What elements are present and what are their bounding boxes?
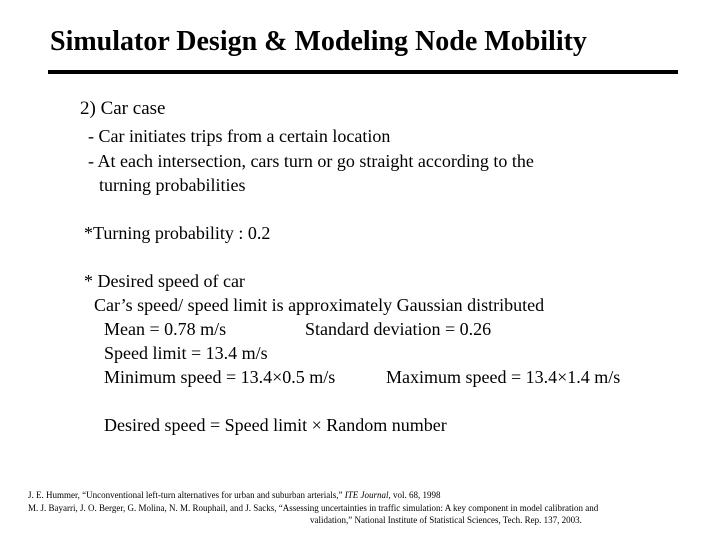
speed-distribution: Car’s speed/ speed limit is approximately Gaussian distributed bbox=[94, 295, 545, 315]
title-divider bbox=[48, 70, 678, 74]
reference-2: M. J. Bayarri, J. O. Berger, G. Molina, N. M. Rouphail, and J. Sacks, “Assessing uncertainties in traffic simulation: A key component in model calibration and bbox=[28, 503, 599, 513]
reference-2-cont: validation,” National Institute of Statistical Sciences, Tech. Rep. 137, 2003. bbox=[310, 515, 582, 525]
speed-mean: Mean = 0.78 m/s bbox=[104, 319, 227, 339]
reference-1-details: , vol. 68, 1998 bbox=[388, 490, 441, 500]
bullet-intersection-cont: turning probabilities bbox=[99, 175, 246, 195]
reference-1-authors: J. E. Hummer, “Unconventional left-turn alternatives for urban and suburban arterials,” bbox=[28, 490, 345, 500]
speed-maximum: Maximum speed = 13.4×1.4 m/s bbox=[386, 367, 621, 387]
speed-minimum: Minimum speed = 13.4×0.5 m/s bbox=[104, 367, 336, 387]
speed-std-dev: Standard deviation = 0.26 bbox=[305, 319, 492, 339]
speed-formula: Desired speed = Speed limit × Random number bbox=[104, 415, 447, 435]
bullet-intersection: - At each intersection, cars turn or go straight according to the bbox=[88, 151, 534, 171]
turning-probability: *Turning probability : 0.2 bbox=[84, 223, 271, 243]
slide-title: Simulator Design & Modeling Node Mobility bbox=[50, 26, 587, 57]
bullet-trips: - Car initiates trips from a certain location bbox=[88, 126, 391, 146]
reference-1-journal: ITE Journal bbox=[344, 490, 389, 500]
speed-limit: Speed limit = 13.4 m/s bbox=[104, 343, 268, 363]
section-heading: 2) Car case bbox=[80, 98, 166, 119]
desired-speed-heading: * Desired speed of car bbox=[84, 271, 245, 291]
reference-1 bbox=[28, 490, 441, 500]
